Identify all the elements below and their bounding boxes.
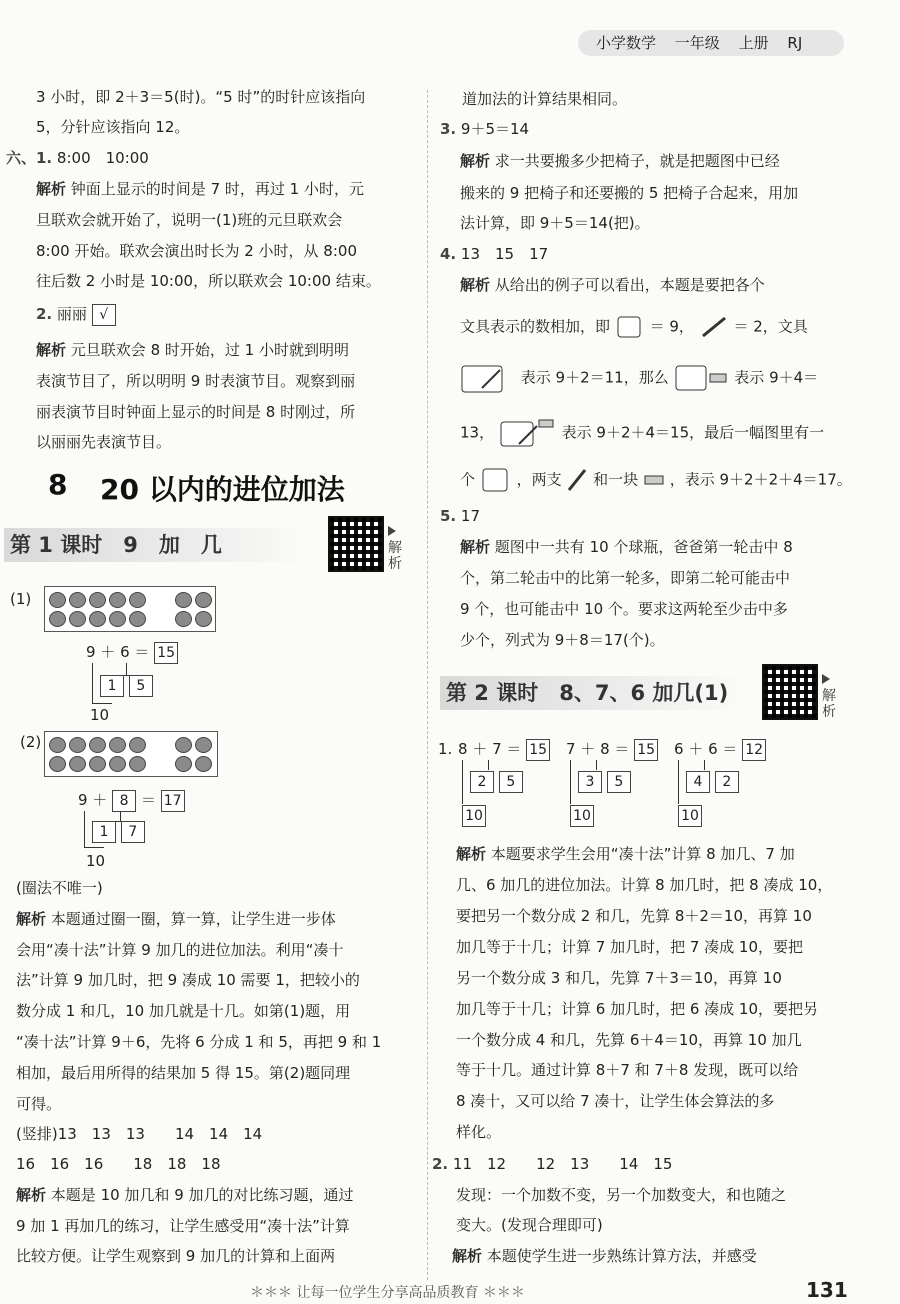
qr-label xyxy=(388,524,404,572)
eraser-icon xyxy=(643,472,665,488)
text-line: 要把另一个数分成 2 和几，先算 8＋2＝10，再算 10 xyxy=(456,907,812,925)
fruit-icon xyxy=(89,611,106,627)
question-6-2 xyxy=(36,303,116,326)
question-5 xyxy=(440,505,480,527)
fruit-icon xyxy=(69,756,86,772)
text-line: 另一个数分成 3 和几，先算 7＋3＝10，再算 10 xyxy=(456,969,782,987)
fruit-icon xyxy=(89,737,106,753)
split-parts xyxy=(100,674,153,697)
question-label: 六、1. xyxy=(6,149,53,167)
text: 从给出的例子可以看出，本题是要把各个 xyxy=(494,276,765,294)
answer: 丽丽 xyxy=(56,305,87,323)
fruit-icon xyxy=(195,592,212,608)
analysis-keyword: 解析 xyxy=(456,845,487,863)
answer: 17 xyxy=(460,507,481,525)
ten-line xyxy=(570,760,571,804)
text: 本题通过圈一圈，算一算，让学生进一步体 xyxy=(50,910,336,928)
split-line xyxy=(704,760,705,770)
equals-sign: ＝ xyxy=(140,791,156,809)
equation-left: 9 ＋ 6 ＝ xyxy=(86,643,150,661)
split-line xyxy=(488,760,489,770)
qr-label xyxy=(822,672,838,720)
split-parts xyxy=(578,770,631,793)
question-label: 2. xyxy=(36,305,53,323)
equation-left: 7 ＋ 8 ＝ xyxy=(566,740,630,758)
fruit-icon xyxy=(109,592,126,608)
text-line: 相加，最后用所得的结果加 5 得 15。第(2)题同理 xyxy=(16,1064,351,1082)
fruit-icon xyxy=(69,592,86,608)
split-line xyxy=(596,760,597,770)
answer: 9＋5＝14 xyxy=(460,120,530,138)
text: 表示 9＋2＋4＝15，最后一幅图里有一 xyxy=(561,423,825,442)
fruit-icon xyxy=(89,592,106,608)
question-6-1 xyxy=(6,147,149,169)
question-label: 2. xyxy=(432,1155,449,1173)
play-icon xyxy=(822,674,830,684)
question-3 xyxy=(440,118,529,140)
ten-line xyxy=(462,760,463,804)
text-line: 加几等于十几；计算 6 加几时，把 6 凑成 10，要把另 xyxy=(456,1000,819,1018)
text: 本题使学生进一步熟练计算方法，并感受 xyxy=(486,1247,757,1265)
text: ，两支 xyxy=(516,470,562,489)
page-number: 131 xyxy=(806,1278,848,1302)
text: 13， xyxy=(460,423,495,442)
text-line: 旦联欢会就开始了，说明一(1)班的元旦联欢会 xyxy=(36,211,343,229)
chapter-number: 8 xyxy=(48,468,68,501)
text-line: 5，分针应该指向 12。 xyxy=(36,118,190,136)
fruit-icon xyxy=(129,756,146,772)
note: (圈法不唯一) xyxy=(16,879,103,897)
ten-label: 10 xyxy=(90,706,110,724)
text-line: 8 凑十，又可以给 7 凑十，让学生体会算法的多 xyxy=(456,1092,775,1110)
analysis-line xyxy=(460,150,780,172)
split-parts xyxy=(686,770,739,793)
part-label: (2) xyxy=(20,733,42,751)
text-line: “凑十法”计算 9＋6，先将 6 分成 1 和 5，再把 9 和 1 xyxy=(16,1033,382,1051)
fruit-icon xyxy=(175,756,192,772)
text-line: 可得。 xyxy=(16,1095,62,1113)
footer-slogan: ＊＊＊ 让每一位学生分享高品质教育 ＊＊＊ xyxy=(250,1285,525,1301)
text-line: 往后数 2 小时是 10:00，所以联欢会 10:00 结束。 xyxy=(36,272,381,290)
vertical-answers: (竖排)13 13 13 14 14 14 xyxy=(16,1125,263,1143)
result-box: 12 xyxy=(742,739,766,761)
fruit-group-box xyxy=(44,586,216,632)
analysis-line xyxy=(460,536,793,558)
check-mark-box: √ xyxy=(92,304,116,326)
fruit-icon xyxy=(69,611,86,627)
ten-box xyxy=(462,804,486,827)
text-line: 8:00 开始。联欢会演出时长为 2 小时，从 8:00 xyxy=(36,242,357,260)
fruit-icon xyxy=(109,756,126,772)
lesson-1-title: 第 1 课时 9 加 几 xyxy=(4,528,310,562)
split-parts xyxy=(92,820,145,843)
result-box: 15 xyxy=(634,739,658,761)
equation xyxy=(674,738,766,761)
text-line: 比较方便。让学生观察到 9 加几的计算和上面两 xyxy=(16,1247,336,1265)
qr-code[interactable] xyxy=(762,664,818,720)
split-box: 5 xyxy=(607,771,631,793)
analysis-keyword: 解析 xyxy=(452,1247,483,1265)
text: 文具表示的数相加，即 xyxy=(460,317,611,336)
question-label: 5. xyxy=(440,507,457,525)
text: 和一块 xyxy=(593,470,639,489)
header-grade: 一年级 xyxy=(674,34,720,52)
fruit-icon xyxy=(49,592,66,608)
text: 表示 9＋2＝11，那么 xyxy=(520,368,669,387)
fruit-icon xyxy=(175,737,192,753)
fruit-icon xyxy=(69,737,86,753)
ten-box xyxy=(678,804,702,827)
text-line: 表演节目了，所以明明 9 时表演节目。观察到丽 xyxy=(36,372,356,390)
fruit-icon xyxy=(175,611,192,627)
question-2 xyxy=(432,1153,672,1175)
lesson-2-title: 第 2 课时 8、7、6 加几(1) xyxy=(440,676,746,710)
text: ，表示 9＋2＋2＋4＝17。 xyxy=(669,470,852,489)
text-line xyxy=(460,362,818,394)
equation-left: 8 ＋ 7 ＝ xyxy=(458,740,522,758)
fruit-icon xyxy=(49,737,66,753)
notebook-icon xyxy=(480,466,512,494)
analysis-keyword: 解析 xyxy=(36,341,67,359)
equation xyxy=(78,789,185,812)
equation-left: 6 ＋ 6 ＝ xyxy=(674,740,738,758)
split-box: 7 xyxy=(121,821,145,843)
result-box: 17 xyxy=(161,790,185,812)
header-edition: RJ xyxy=(787,34,803,52)
split-box: 1 xyxy=(92,821,116,843)
analysis-keyword: 解析 xyxy=(16,910,47,928)
question-label: 1. xyxy=(438,740,453,758)
fruit-icon xyxy=(49,756,66,772)
text-line: 9 加 1 再加几的练习，让学生感受用“凑十法”计算 xyxy=(16,1217,350,1235)
fruit-icon xyxy=(49,611,66,627)
text-line: 等于十几。通过计算 8＋7 和 7＋8 发现，既可以给 xyxy=(456,1061,799,1079)
text-line: 少个，列式为 9＋8＝17(个)。 xyxy=(460,631,665,649)
text-line: 数分成 1 和几，10 加几就是十几。如第(1)题，用 xyxy=(16,1002,351,1020)
ten-box xyxy=(570,804,594,827)
split-box: 5 xyxy=(499,771,523,793)
notebook-eraser-icon xyxy=(674,362,730,394)
text: 表示 9＋4＝ xyxy=(734,368,819,387)
fruit-icon xyxy=(109,737,126,753)
text: ＝ 9， xyxy=(649,317,694,336)
ten-line xyxy=(84,811,85,847)
answer: 11 12 12 13 14 15 xyxy=(452,1155,673,1173)
result-box: 15 xyxy=(154,642,178,664)
question-4 xyxy=(440,243,548,265)
analysis-keyword: 解析 xyxy=(36,180,67,198)
analysis-line xyxy=(460,274,765,296)
ten-label: 10 xyxy=(86,852,106,870)
answer: 8:00 10:00 xyxy=(56,149,149,167)
ten-value: 10 xyxy=(462,805,486,827)
text: 本题是 10 加几和 9 加几的对比练习题，通过 xyxy=(50,1186,354,1204)
equation xyxy=(566,738,658,761)
question-label: 4. xyxy=(440,245,457,263)
qr-label-text: 解析 xyxy=(822,688,836,720)
text-line: 变大。(发现合理即可) xyxy=(456,1216,603,1234)
text-line: 法计算，即 9＋5＝14(把)。 xyxy=(460,214,650,232)
fruit-icon xyxy=(109,611,126,627)
analysis-line xyxy=(16,908,336,930)
header-bar xyxy=(578,30,844,56)
text: ＝ 2，文具 xyxy=(733,317,808,336)
fruit-icon xyxy=(175,592,192,608)
equation-left: 9 ＋ xyxy=(78,791,108,809)
text-line: 发现：一个加数不变，另一个加数变大，和也随之 xyxy=(456,1186,787,1204)
analysis-line xyxy=(36,178,364,200)
text: 元旦联欢会 8 时开始，过 1 小时就到明明 xyxy=(70,341,349,359)
fruit-icon xyxy=(195,611,212,627)
ten-line xyxy=(678,760,679,804)
chapter-title: 20 以内的进位加法 xyxy=(100,473,345,506)
fruit-icon xyxy=(129,737,146,753)
vertical-answers: 16 16 16 18 18 18 xyxy=(16,1155,221,1173)
split-box: 2 xyxy=(715,771,739,793)
text: 题图中一共有 10 个球瓶，爸爸第一轮击中 8 xyxy=(494,538,793,556)
split-box: 3 xyxy=(578,771,602,793)
addend-box: 8 xyxy=(112,790,136,812)
text-line: 会用“凑十法”计算 9 加几的进位加法。利用“凑十 xyxy=(16,941,344,959)
text-line: 一个数分成 4 和几，先算 6＋4＝10，再算 10 加几 xyxy=(456,1031,802,1049)
question-label: 3. xyxy=(440,120,457,138)
analysis-line xyxy=(456,843,795,865)
text-line: 几、6 加几的进位加法。计算 8 加几时，把 8 凑成 10， xyxy=(456,876,833,894)
text-line: 个，第二轮击中的比第一轮多，即第二轮可能击中 xyxy=(460,569,791,587)
text: 求一共要搬多少把椅子，就是把题图中已经 xyxy=(494,152,780,170)
pencil-icon xyxy=(699,314,729,340)
split-parts xyxy=(470,770,523,793)
notebook-pencil-eraser-icon xyxy=(499,416,557,450)
analysis-line xyxy=(452,1245,757,1267)
text-line xyxy=(460,314,808,340)
qr-code[interactable] xyxy=(328,516,384,572)
qr-label-text: 解析 xyxy=(388,540,402,572)
fruit-icon xyxy=(89,756,106,772)
text-line: 道加法的计算结果相同。 xyxy=(462,90,628,108)
fruit-icon xyxy=(129,611,146,627)
notebook-icon xyxy=(615,314,645,340)
answer: 13 15 17 xyxy=(460,245,549,263)
analysis-keyword: 解析 xyxy=(16,1186,47,1204)
text-line: 丽表演节目时钟面上显示的时间是 8 时刚过，所 xyxy=(36,403,356,421)
ten-line xyxy=(92,663,93,703)
split-box: 5 xyxy=(129,675,153,697)
text: 钟面上显示的时间是 7 时，再过 1 小时，元 xyxy=(70,180,364,198)
fruit-icon xyxy=(195,737,212,753)
text-line: 以丽丽先表演节目。 xyxy=(36,433,172,451)
notebook-pencil-icon xyxy=(460,362,516,394)
text-line: 法”计算 9 加几时，把 9 凑成 10 需要 1，把较小的 xyxy=(16,971,360,989)
text: 个 xyxy=(460,470,476,489)
analysis-line xyxy=(36,339,349,361)
fruit-group-box xyxy=(44,731,218,777)
fruit-icon xyxy=(129,592,146,608)
ten-value: 10 xyxy=(570,805,594,827)
analysis-line xyxy=(16,1184,354,1206)
header-term: 上册 xyxy=(738,34,769,52)
text-line: 3 小时，即 2＋3＝5(时)。“5 时”的时针应该指向 xyxy=(36,88,366,106)
text-line xyxy=(460,416,824,450)
result-box: 15 xyxy=(526,739,550,761)
equation xyxy=(86,641,178,664)
part-label: (1) xyxy=(10,590,32,608)
fruit-icon xyxy=(195,756,212,772)
header-subject: 小学数学 xyxy=(596,34,657,52)
equation xyxy=(458,738,550,761)
ten-value: 10 xyxy=(678,805,702,827)
split-box: 1 xyxy=(100,675,124,697)
text-line: 搬来的 9 把椅子和还要搬的 5 把椅子合起来，用加 xyxy=(460,184,799,202)
split-box: 4 xyxy=(686,771,710,793)
text-line: 样化。 xyxy=(456,1123,502,1141)
text: 本题要求学生会用“凑十法”计算 8 加几、7 加 xyxy=(490,845,795,863)
text-line: 加几等于十几；计算 7 加几时，把 7 凑成 10，要把 xyxy=(456,938,804,956)
analysis-keyword: 解析 xyxy=(460,152,491,170)
pencil-icon xyxy=(566,467,588,493)
ten-line xyxy=(84,847,104,848)
play-icon xyxy=(388,526,396,536)
text-line xyxy=(460,466,852,494)
text-line: 9 个，也可能击中 10 个。要求这两轮至少击中多 xyxy=(460,600,788,618)
analysis-keyword: 解析 xyxy=(460,276,491,294)
split-box: 2 xyxy=(470,771,494,793)
analysis-keyword: 解析 xyxy=(460,538,491,556)
column-divider xyxy=(427,90,428,1280)
